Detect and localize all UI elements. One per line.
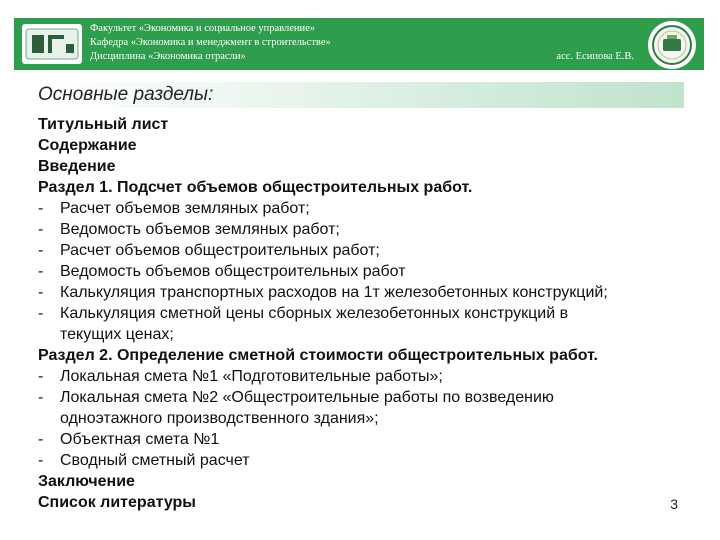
list-item-text: текущих ценах; [60, 326, 174, 343]
section-header-bar [34, 82, 684, 108]
list-item-text: Ведомость объемов земляных работ; [60, 221, 340, 238]
list-item [38, 429, 698, 450]
list-item [38, 261, 698, 282]
dash-marker: - [38, 263, 44, 280]
dash-marker: - [38, 242, 44, 259]
university-logo [22, 24, 82, 64]
list-item [38, 387, 698, 408]
list-item [38, 450, 698, 471]
header-text-block [90, 22, 331, 64]
dash-marker: - [38, 284, 44, 301]
department-emblem-icon [650, 23, 694, 67]
department-logo [648, 21, 696, 69]
list-item-text: Заключение [38, 473, 135, 490]
list-item [38, 492, 698, 513]
dash-marker: - [38, 452, 44, 469]
list-item [38, 156, 698, 177]
list-item [38, 366, 698, 387]
contents-list [38, 114, 698, 513]
list-item [38, 198, 698, 219]
dash-marker: - [38, 431, 44, 448]
list-item-text: Сводный сметный расчет [60, 452, 250, 469]
list-item-text: Ведомость объемов общестроительных работ [60, 263, 406, 280]
list-item-text: Титульный лист [38, 116, 169, 133]
list-item-text: Введение [38, 158, 116, 175]
list-item-text: Раздел 1. Подсчет объемов общестроительных работ. [38, 179, 473, 196]
author-name: асс. Есипова Е.В. [556, 51, 634, 62]
list-item [38, 471, 698, 492]
list-item-text: одноэтажного производственного здания»; [60, 410, 379, 427]
list-item [38, 219, 698, 240]
section-title: Основные разделы: [38, 84, 214, 105]
dash-marker: - [38, 389, 44, 406]
list-item-text: Раздел 2. Определение сметной стоимости общестроительных работ. [38, 347, 598, 364]
dash-marker: - [38, 368, 44, 385]
faculty-line: Факультет «Экономика и социальное управление» [90, 23, 316, 34]
list-item [38, 282, 698, 303]
discipline-line: Дисциплина «Экономика отрасли» [90, 51, 246, 62]
list-item-text: Содержание [38, 137, 137, 154]
dash-marker: - [38, 221, 44, 238]
list-item [38, 303, 698, 324]
list-item-text: Объектная смета №1 [60, 431, 220, 448]
list-item-continuation [38, 324, 698, 345]
list-item [38, 114, 698, 135]
list-item-text: Расчет объемов общестроительных работ; [60, 242, 380, 259]
list-item-text: Калькуляция транспортных расходов на 1т железобетонных конструкций; [60, 284, 608, 301]
list-item-continuation [38, 408, 698, 429]
list-item-text: Локальная смета №2 «Общестроительные работы по возведению [60, 389, 554, 406]
dash-marker: - [38, 200, 44, 217]
list-item [38, 177, 698, 198]
list-item [38, 135, 698, 156]
list-item [38, 345, 698, 366]
dash-marker: - [38, 305, 44, 322]
list-item-text: Список литературы [38, 494, 196, 511]
list-item-text: Локальная смета №1 «Подготовительные работы»; [60, 368, 443, 385]
department-line: Кафедра «Экономика и менеджмент в строительстве» [90, 37, 331, 48]
list-item [38, 240, 698, 261]
university-logo-icon [24, 26, 80, 62]
slide-header [14, 18, 704, 70]
list-item-text: Расчет объемов земляных работ; [60, 200, 310, 217]
list-item-text: Калькуляция сметной цены сборных железобетонных конструкций в [60, 305, 569, 322]
page-number: 3 [670, 496, 678, 512]
